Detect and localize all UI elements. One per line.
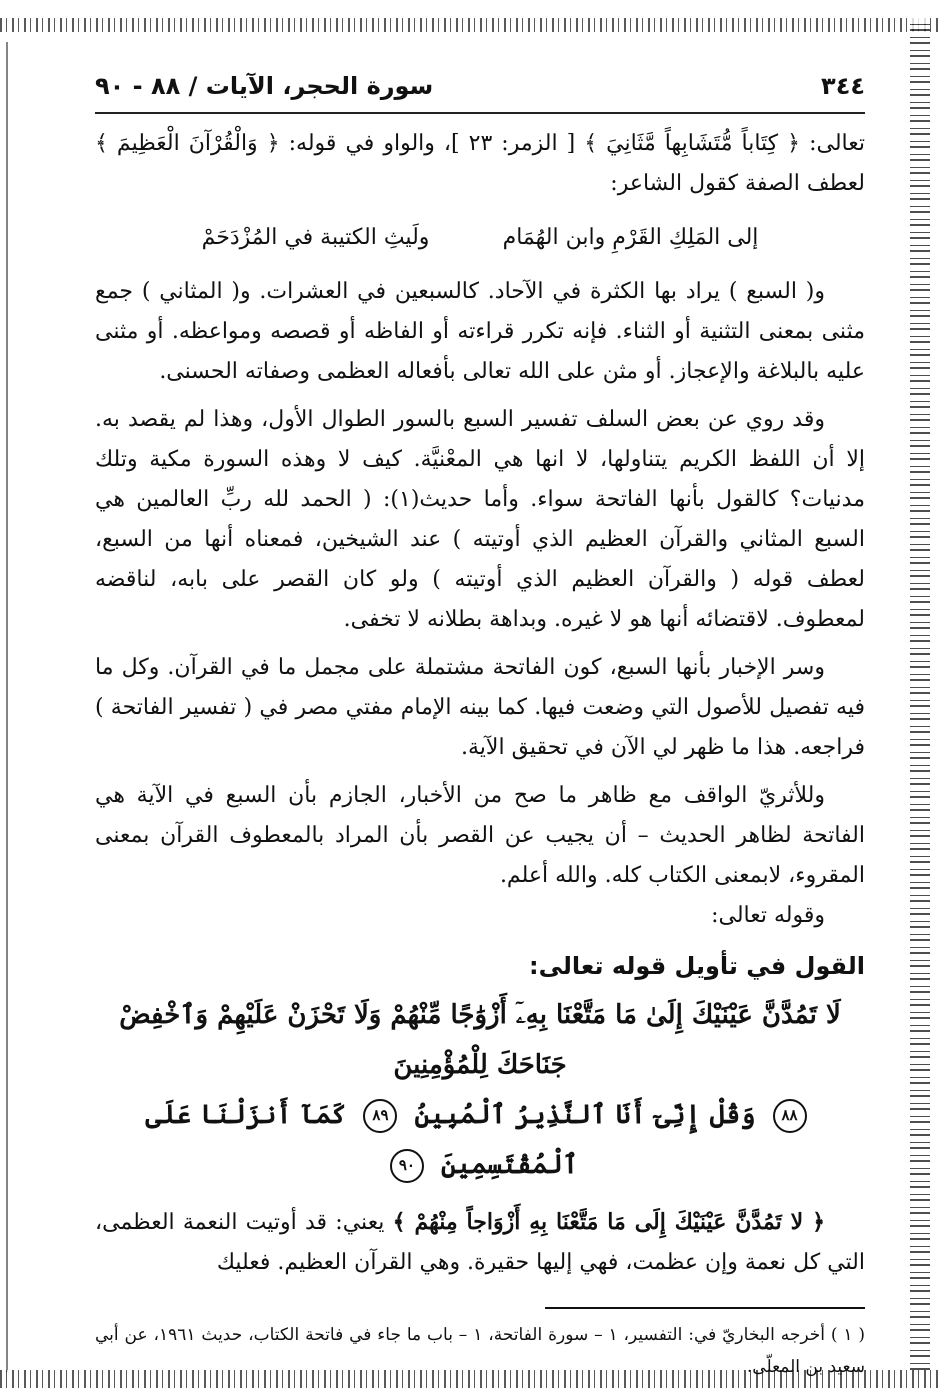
quran-segment-90: كَمَآ أَنزَلْنَا عَلَى ٱلْمُقْتَسِمِينَ: [145, 1100, 579, 1180]
page-number: ٣٤٤: [821, 72, 865, 100]
page-body: [95, 60, 865, 1383]
right-ornament-border: [910, 18, 930, 1370]
verse-hemistich-right: إلى المَلِكِ القَرْمِ وابن الهُمَام: [502, 225, 759, 250]
paragraph-7: [95, 1202, 865, 1283]
left-border-line: [6, 42, 8, 1372]
section-heading: القول في تأويل قوله تعالى:: [529, 952, 865, 980]
paragraph-7-text: يعني: قد أوتيت النعمة العظمى، التي كل نعمة وإن عظمت، فهي إليها حقيرة. وهي القرآن العظيم. فعليك: [95, 1210, 865, 1275]
footnote-divider: [545, 1307, 865, 1309]
quran-verses: [95, 986, 865, 1194]
page-header: [95, 60, 865, 114]
quran-quote: ﴿ لا تَمُدَّنَّ عَيْنَيْكَ إِلَى مَا مَتَّعْنَا بِهِ أَزْوَاجاً مِنْهُمْ ﴾: [392, 1209, 825, 1235]
poetry-verse: [95, 204, 865, 264]
paragraph-4: وسر الإخبار بأنها السبع، كون الفاتحة مشتملة على مجمل ما في القرآن. وكل ما فيه تفصيل للأصول التي وضعت فيها. كما بينه الإمام مفتي مصر في ( تفسير الفاتحة ) فراجعه. هذا ما ظهر لي الآن في تحقيق الآية.: [95, 655, 865, 760]
main-text: [95, 124, 865, 1283]
quran-segment-89: وَقُلْ إِنِّىٓ أَنَا ٱلنَّذِيرُ ٱلْمُبِينُ: [414, 1100, 756, 1130]
paragraph-3: وقد روي عن بعض السلف تفسير السبع بالسور الطوال الأول، وهذا لم يقصد به. إلا أن اللفظ الكريم يتناولها، لا انها هي المعْنيَّة. كيف لا وهذه السورة مكية وتلك مدنيات؟ كالقول بأنها الفاتحة سواء. وأما حديث(١): ( الحمد لله ربِّ العالمين هي السبع المثاني والقرآن العظيم الذي أوتيته ) عند الشيخين، فمعناه أنها من السبع، لعطف قوله ( والقرآن العظيم الذي أوتيته ) ولو كان القصر على بابه، لناقضه لمعطوف. لاقتضائه أنها هو لا غيره. وبداهة بطلانه لا تخفى.: [95, 407, 865, 632]
section-title: سورة الحجر، الآيات / ٨٨ - ٩٠: [95, 72, 434, 100]
paragraph-5: وللأثريّ الواقف مع ظاهر ما صح من الأخبار، الجازم بأن السبع في الآية هي الفاتحة لظاهر الحديث – أن يجيب عن القصر بأن المراد بالمعطوف القرآن بمعنى المقروء، لابمعنى الكتاب كله. والله أعلم.: [95, 783, 865, 888]
paragraph-1: تعالى: ﴿ كِتَاباً مُّتَشَابِهاً مَّثَانِيَ ﴾ [ الزمر: ٢٣ ]، والواو في قوله: ﴿ وَالْقُرْآنَ الْعَظِيمَ ﴾ لعطف الصفة كقول الشاعر:: [95, 131, 865, 196]
footnote: ( ١ ) أخرجه البخاريّ في: التفسير، ١ – سورة الفاتحة، ١ – باب ما جاء في فاتحة الكتاب، حديث ١٩٦١، عن أبي سعيد بن المعلّى.: [95, 1325, 865, 1377]
quran-line-2: [95, 1090, 865, 1190]
verse-hemistich-left: ولَيثِ الكتيبة في المُزْدَحَمْ: [201, 225, 430, 250]
quran-line-1: لَا تَمُدَّنَّ عَيْنَيْكَ إِلَىٰ مَا مَتَّعْنَا بِهِۦٓ أَزْوَٰجًا مِّنْهُمْ وَلَا تَحْزَنْ عَلَيْهِمْ وَٱخْفِضْ جَنَاحَكَ لِلْمُؤْمِنِينَ: [119, 1000, 841, 1080]
paragraph-2: و( السبع ) يراد بها الكثرة في الآحاد. كالسبعين في العشرات. و( المثاني ) جمع مثنى بمعنى التثنية أو الثناء. فإنه تكرر قراءته أو الفاظه أو قصصه ومواعظه. أو مثنى عليه بالبلاغة والإعجاز. أو مثن على الله تعالى بأفعاله العظمى وصفاته الحسنى.: [95, 279, 865, 384]
paragraph-6: وقوله تعالى:: [711, 903, 825, 928]
ayah-number-88: ٨٨: [773, 1099, 807, 1133]
ayah-number-89: ٨٩: [363, 1099, 397, 1133]
top-ornament-border: [0, 18, 938, 32]
ayah-number-90: ٩٠: [390, 1149, 424, 1183]
